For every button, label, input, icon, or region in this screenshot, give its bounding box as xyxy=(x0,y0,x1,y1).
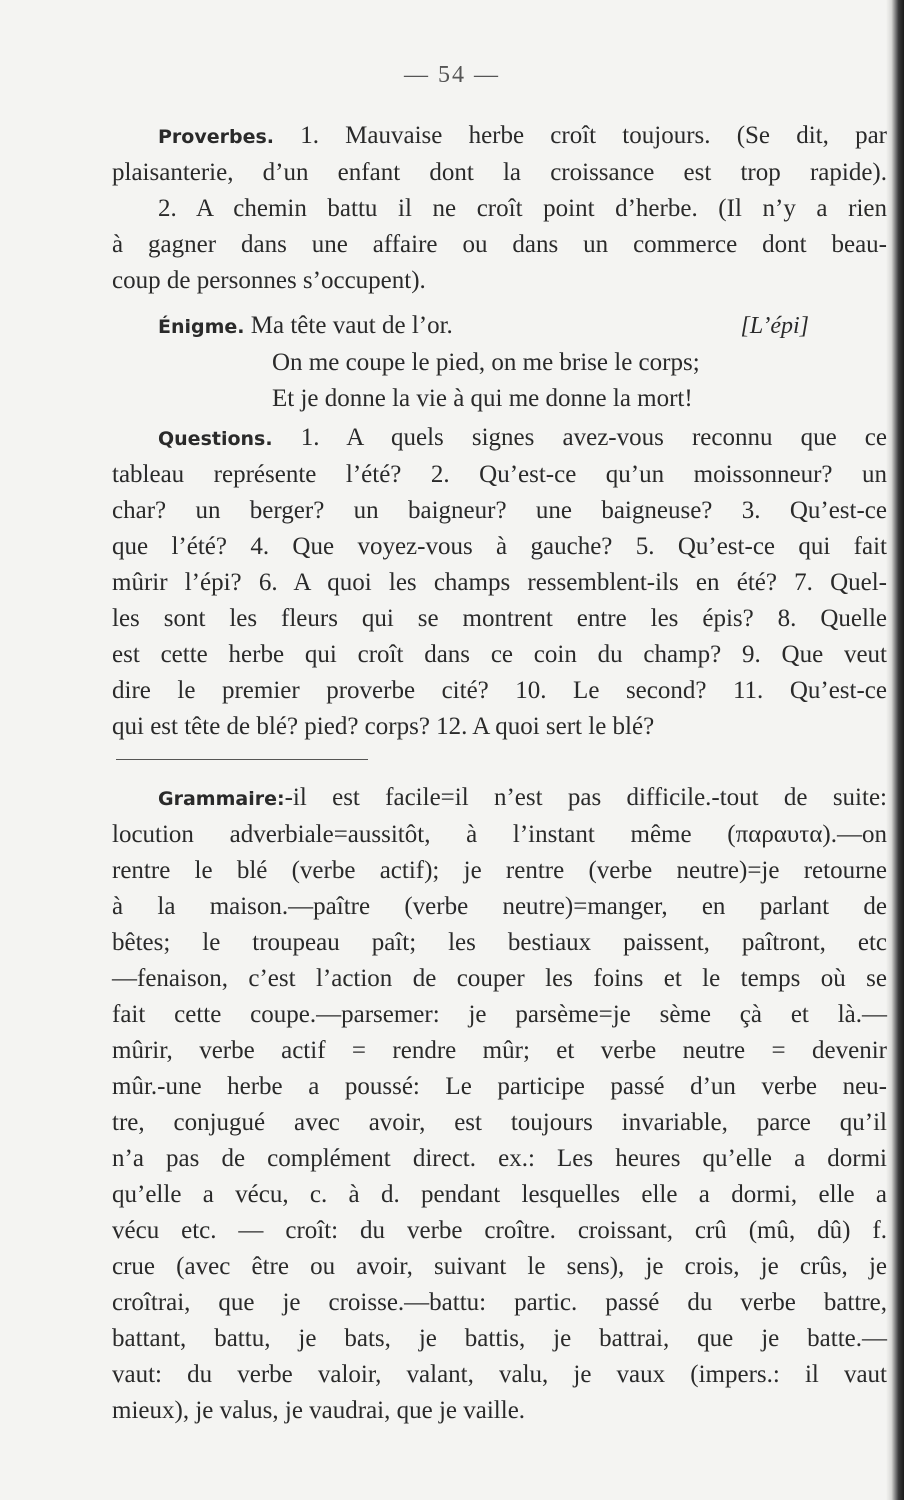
proverbes-line: plaisanterie, d’un enfant dont la croissance est trop rapide). xyxy=(112,159,887,186)
proverbes-section xyxy=(112,118,887,299)
grammaire-line: tre, conjugué avec avoir, est toujours invariable, parce qu’il xyxy=(112,1109,887,1136)
grammaire-line: —fenaison, c’est l’action de couper les foins et le temps où se xyxy=(112,965,887,992)
questions-label: Questions. xyxy=(158,428,273,450)
questions-line: les sont les fleurs qui se montrent entre les épis? 8. Quelle xyxy=(112,605,887,632)
proverbes-label: Proverbes. xyxy=(158,126,275,148)
grammaire-line: à la maison.—paître (verbe neutre)=manger, en parlant de xyxy=(112,893,887,920)
grammaire-line: Grammaire:-il est facile=il n’est pas difficile.-tout de suite: xyxy=(158,784,887,811)
grammaire-label: Grammaire: xyxy=(158,788,285,810)
enigme-verse: On me coupe le pied, on me brise le corps; xyxy=(272,349,700,376)
enigme-line: Énigme. Ma tête vaut de l’or. [L’épi] xyxy=(112,308,887,345)
grammaire-line: mûr.-une herbe a poussé: Le participe passé d’un verbe neu- xyxy=(112,1073,887,1100)
proverbes-line: coup de personnes s’occupent). xyxy=(112,267,426,294)
grammaire-line: crue (avec être ou avoir, suivant le sens), je crois, je crûs, je xyxy=(112,1253,887,1280)
questions-line: est cette herbe qui croît dans ce coin du champ? 9. Que veut xyxy=(112,641,887,668)
proverbes-line: 2. A chemin battu il ne croît point d’herbe. (Il n’y a rien xyxy=(158,195,887,222)
enigme-verse: Et je donne la vie à qui me donne la mort! xyxy=(272,385,693,412)
grammaire-line: fait cette coupe.—parsemer: je parsème=je sème çà et là.— xyxy=(112,1001,887,1028)
questions-line: char? un berger? un baigneur? une baigneuse? 3. Qu’est-ce xyxy=(112,497,887,524)
grammaire-line: bêtes; le troupeau paît; les bestiaux paissent, paîtront, etc xyxy=(112,929,887,956)
page-number: — 54 — xyxy=(404,62,500,88)
questions-section xyxy=(112,420,887,745)
questions-line: tableau représente l’été? 2. Qu’est-ce qu’un moissonneur? un xyxy=(112,461,887,488)
enigme-section xyxy=(112,308,887,417)
grammaire-line: mieux), je valus, je vaudrai, que je vaille. xyxy=(112,1397,526,1424)
grammaire-line: mûrir, verbe actif = rendre mûr; et verbe neutre = devenir xyxy=(112,1037,887,1064)
questions-line: que l’été? 4. Que voyez-vous à gauche? 5. Qu’est-ce qui fait xyxy=(112,533,887,560)
grammaire-section xyxy=(112,780,887,1429)
questions-line: mûrir l’épi? 6. A quoi les champs ressemblent-ils en été? 7. Quel- xyxy=(112,569,887,596)
grammaire-line: croîtrai, que je croisse.—battu: partic. passé du verbe battre, xyxy=(112,1289,887,1316)
grammaire-line: battant, battu, je bats, je battis, je battrai, que je batte.— xyxy=(112,1325,887,1352)
questions-line: qui est tête de blé? pied? corps? 12. A quoi sert le blé? xyxy=(112,713,655,740)
page-binding-edge xyxy=(886,0,904,1500)
questions-line: Questions. 1. A quels signes avez-vous reconnu que ce xyxy=(158,424,888,451)
grammaire-line: qu’elle a vécu, c. à d. pendant lesquelles elle a dormi, elle a xyxy=(112,1181,887,1208)
grammaire-line: locution adverbiale=aussitôt, à l’instant même (παραυτα).—on xyxy=(112,821,887,848)
enigme-answer: [L’épi] xyxy=(740,313,809,339)
grammaire-line: n’a pas de complément direct. ex.: Les heures qu’elle a dormi xyxy=(112,1145,887,1172)
proverbes-line: à gagner dans une affaire ou dans un commerce dont beau- xyxy=(112,231,887,258)
proverbes-line: Proverbes. 1. Mauvaise herbe croît toujours. (Se dit, par xyxy=(158,122,887,149)
section-divider xyxy=(116,759,368,760)
grammaire-line: vécu etc. — croît: du verbe croître. croissant, crû (mû, dû) f. xyxy=(112,1217,887,1244)
grammaire-line: vaut: du verbe valoir, valant, valu, je vaux (impers.: il vaut xyxy=(112,1361,887,1388)
enigme-label: Énigme. xyxy=(158,316,245,338)
grammaire-line: rentre le blé (verbe actif); je rentre (verbe neutre)=je retourne xyxy=(112,857,887,884)
questions-line: dire le premier proverbe cité? 10. Le second? 11. Qu’est-ce xyxy=(112,677,887,704)
